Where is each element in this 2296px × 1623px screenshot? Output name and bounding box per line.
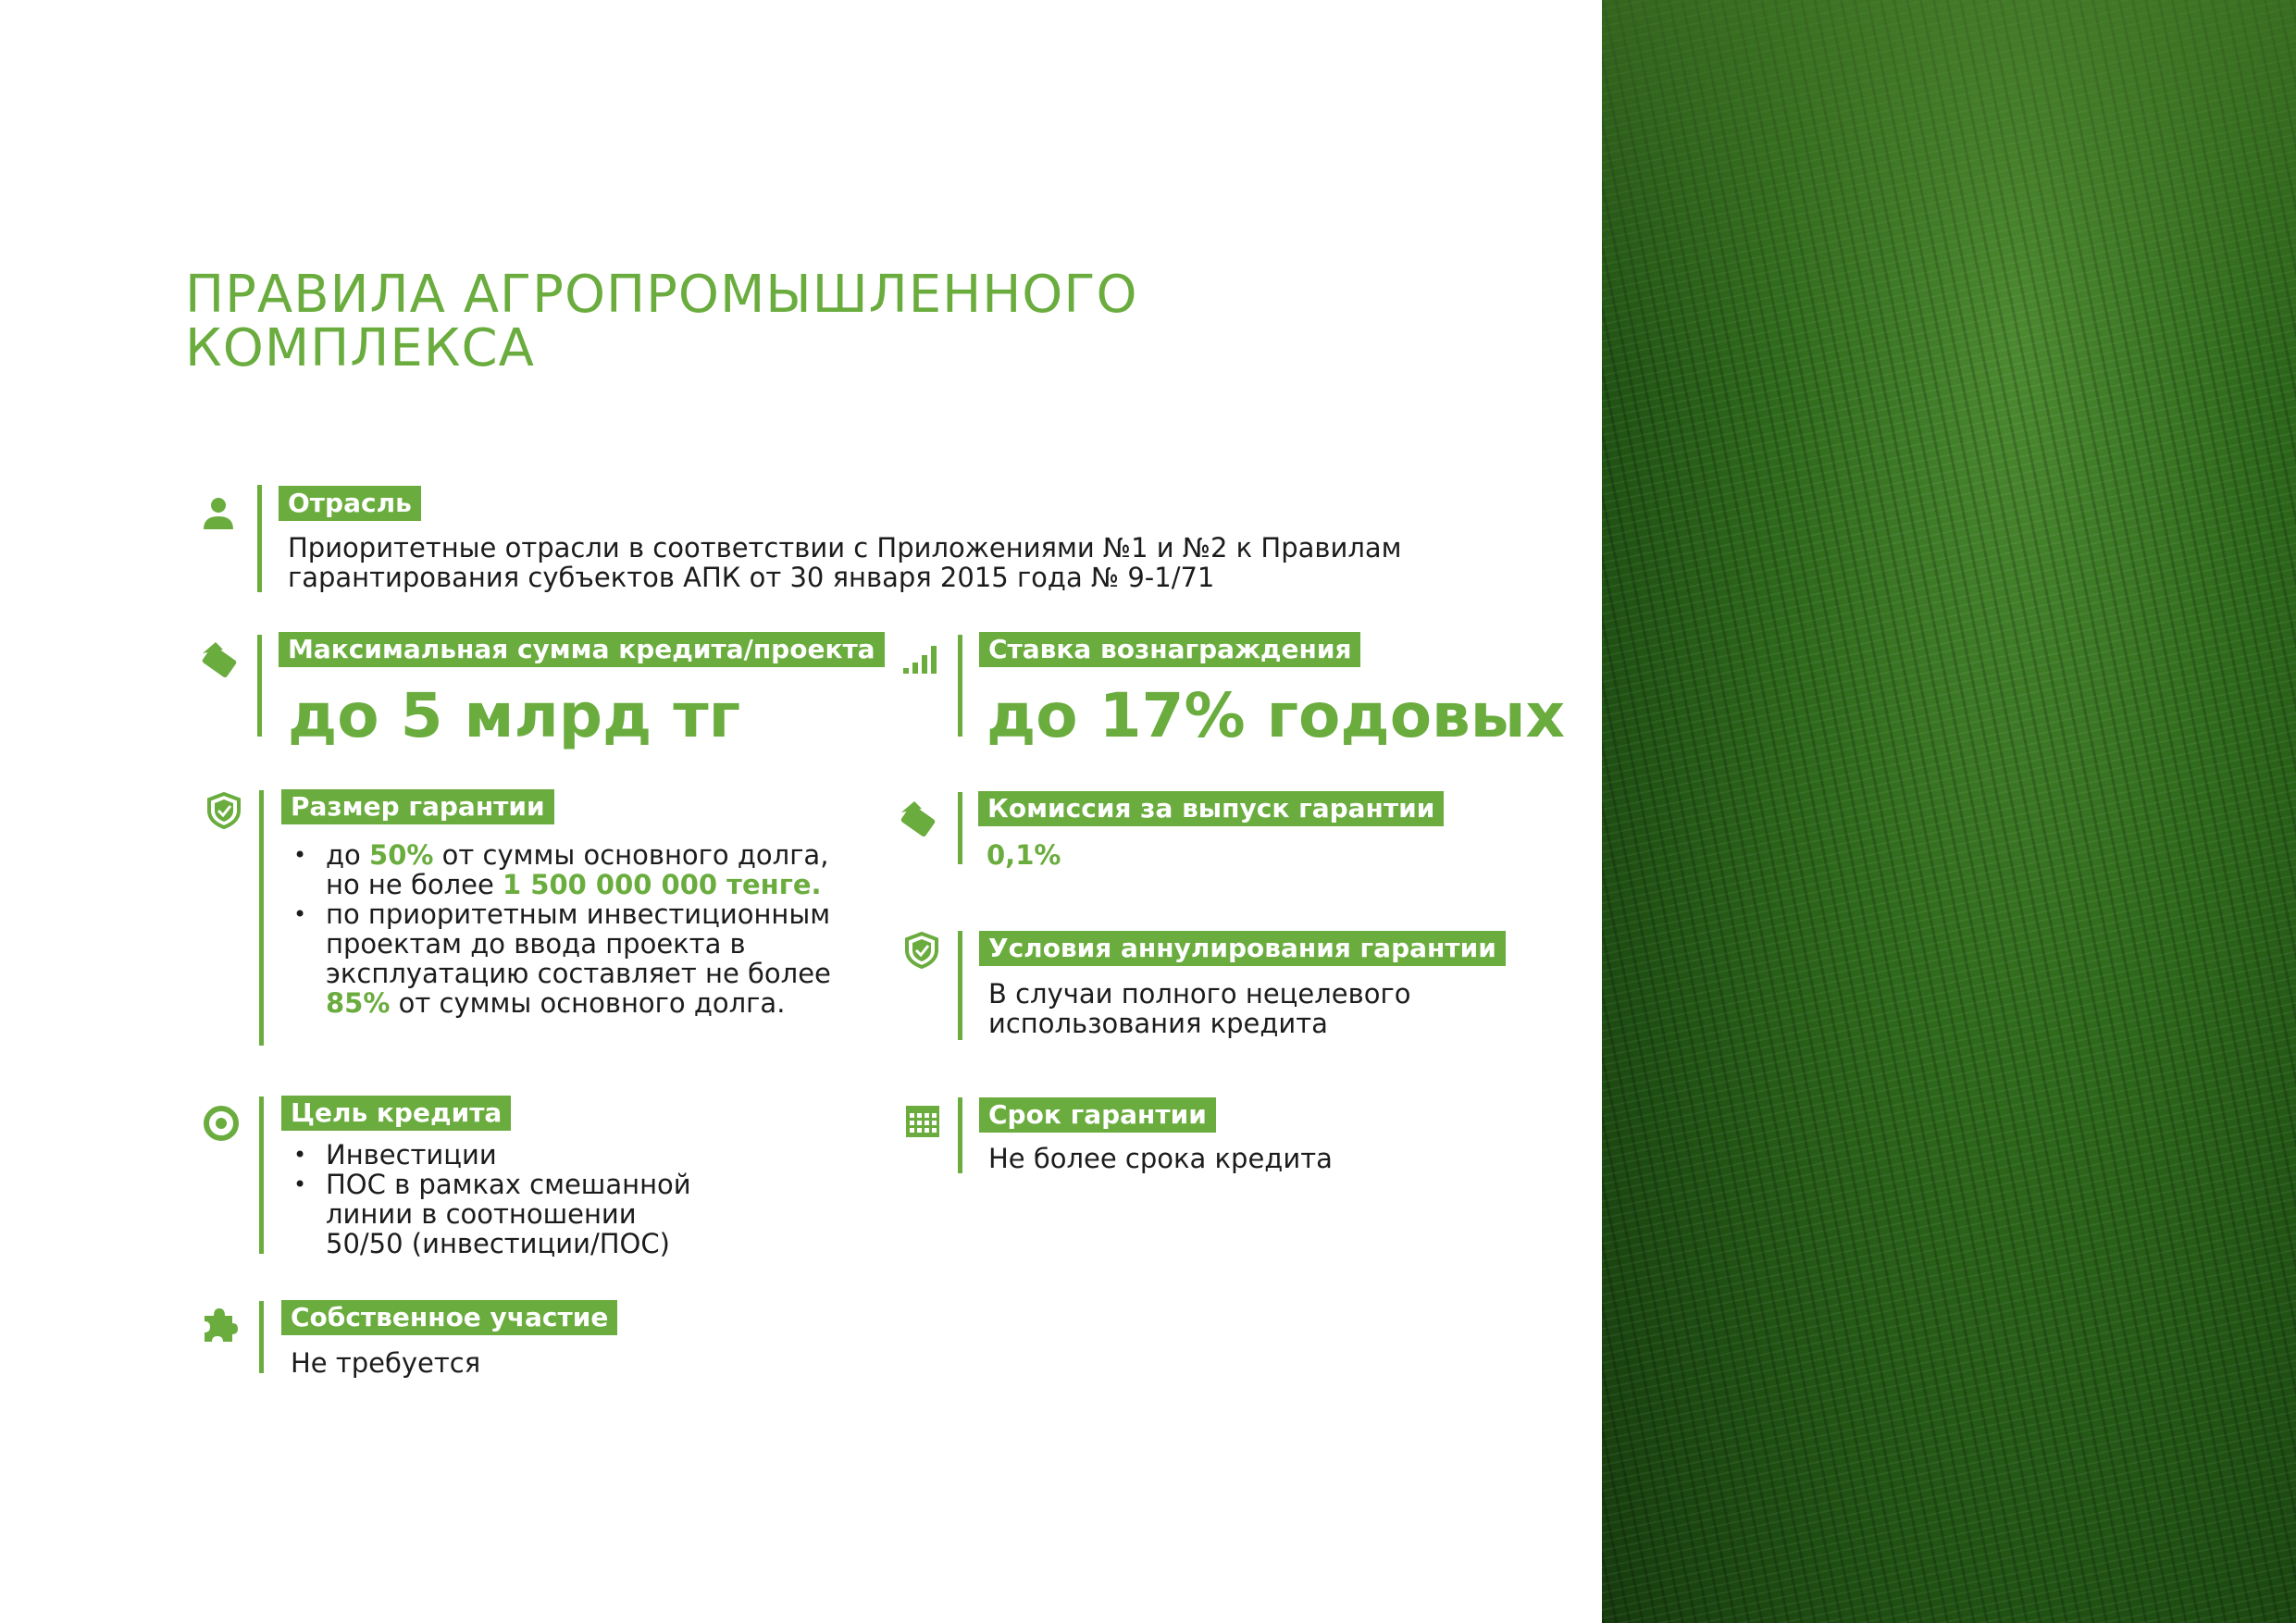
industry-text: Приоритетные отрасли в соответствии с Приложениями №1 и №2 к Правилам гарантирования субъектов АПК от 30 января 2015 года № 9-1/71: [288, 532, 1402, 593]
own-participation-bar: [259, 1301, 264, 1373]
industry-bar: [257, 485, 262, 592]
term-label: Срок гарантии: [979, 1097, 1216, 1133]
title-line-2: КОМПЛЕКСА: [185, 318, 535, 378]
shield-icon: [903, 932, 940, 969]
purpose-list: [289, 1140, 714, 1258]
rate-value: до 17% годовых: [987, 680, 1566, 751]
guarantee-pct-85: 85%: [326, 987, 391, 1019]
term-text: Не более срока кредита: [988, 1143, 1333, 1174]
guarantee-size-item-1: • до 50% от суммы основного долга, но не более 1 500 000 000 тенге.: [326, 840, 844, 899]
shield-icon: [205, 792, 242, 829]
max-amount-bar: [257, 635, 262, 737]
wallet-icon: [199, 638, 240, 679]
signal-bars-icon: [901, 638, 938, 675]
wallet-icon: [898, 798, 938, 838]
own-participation-text: Не требуется: [291, 1347, 481, 1379]
industry-label: Отрасль: [279, 486, 421, 521]
own-participation-label: Собственное участие: [281, 1300, 617, 1335]
commission-bar: [958, 792, 962, 864]
cancellation-label: Условия аннулирования гарантии: [979, 931, 1506, 966]
guarantee-size-list: [289, 840, 844, 1018]
guarantee-max-amount: 1 500 000 000 тенге.: [503, 869, 822, 900]
guarantee-pct-50: 50%: [369, 839, 434, 871]
page-title: [185, 265, 1388, 378]
rate-label: Ставка вознаграждения: [979, 632, 1360, 667]
purpose-label: Цель кредита: [281, 1096, 511, 1131]
max-amount-value: до 5 млрд тг: [288, 680, 741, 751]
purpose-item-2: • ПОС в рамках смешанной линии в соотношении 50/50 (инвестиции/ПОС): [326, 1170, 714, 1258]
calendar-icon: [904, 1102, 941, 1139]
max-amount-label: Максимальная сумма кредита/проекта: [279, 632, 885, 667]
rate-bar: [958, 635, 962, 737]
purpose-bar: [259, 1096, 264, 1254]
target-icon: [203, 1105, 240, 1142]
commission-label: Комиссия за выпуск гарантии: [978, 791, 1444, 826]
cancellation-bar: [958, 931, 962, 1040]
field-photo: [1602, 0, 2296, 1623]
purpose-item-1: • Инвестиции: [326, 1140, 714, 1170]
person-icon: [200, 494, 237, 531]
guarantee-size-bar: [259, 790, 264, 1046]
title-line-1: ПРАВИЛА АГРОПРОМЫШЛЕННОГО: [185, 265, 1138, 325]
commission-value: 0,1%: [987, 839, 1061, 871]
guarantee-size-item-2: • по приоритетным инвестиционным проектам до ввода проекта в эксплуатацию составляет не более 85% от суммы основного долга.: [326, 899, 844, 1018]
puzzle-icon: [201, 1307, 238, 1344]
term-bar: [958, 1097, 962, 1173]
guarantee-size-label: Размер гарантии: [281, 789, 554, 824]
cancellation-text: В случаи полного нецелевого использования кредита: [988, 978, 1411, 1039]
